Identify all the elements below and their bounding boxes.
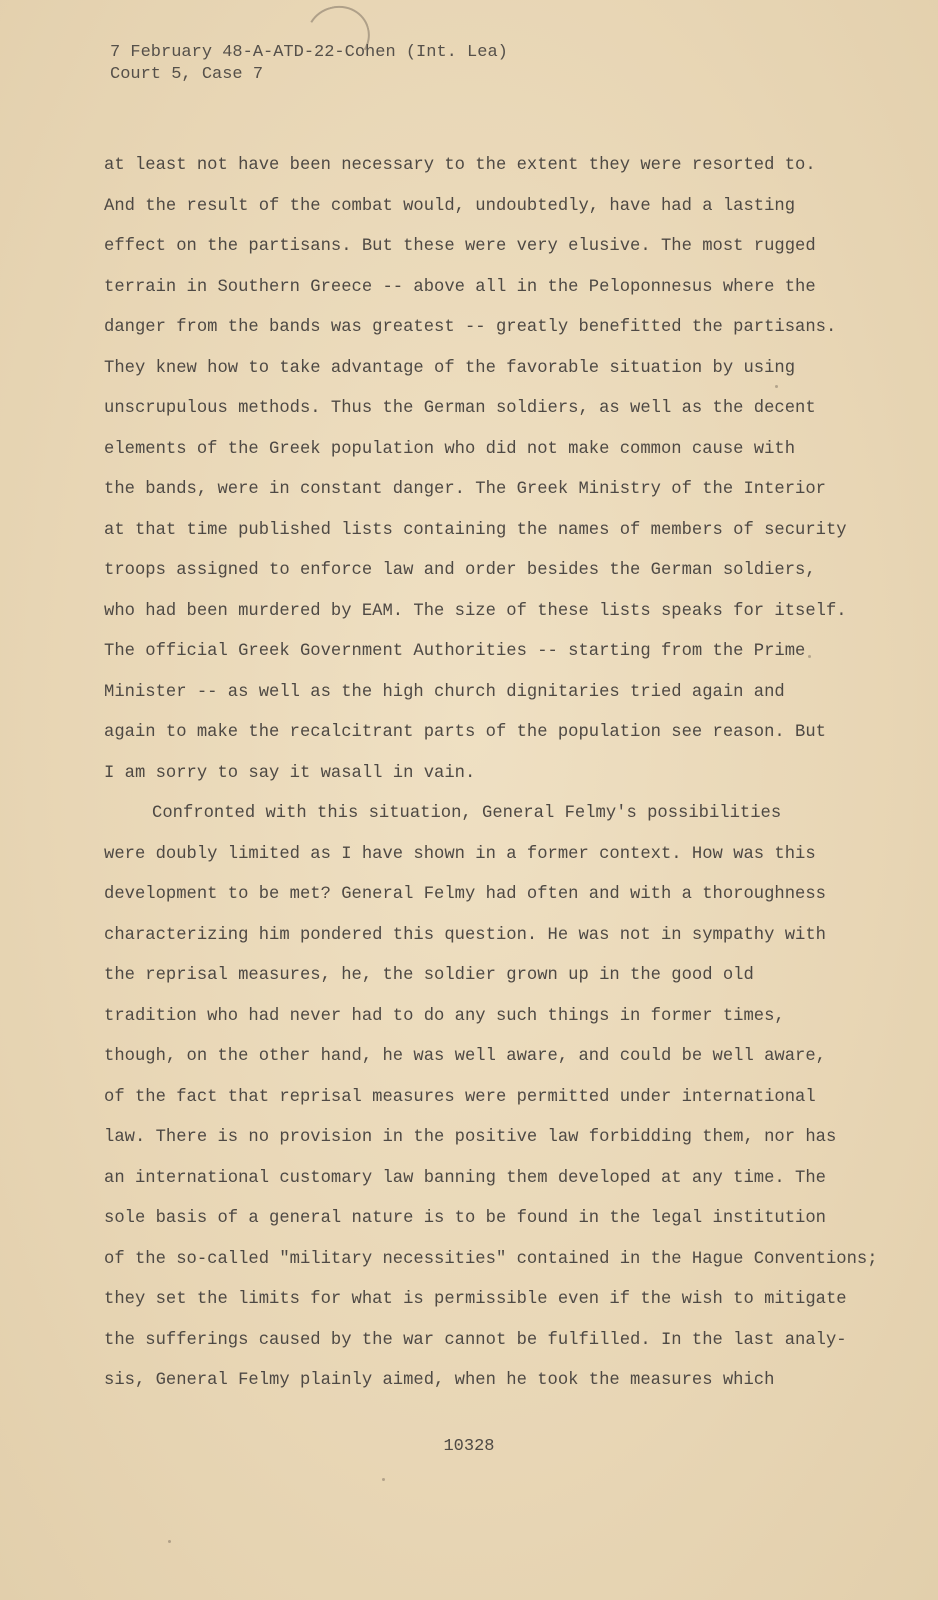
text-line: the sufferings caused by the war cannot be fulfilled. In the last analy- [104,1330,847,1350]
text-line: effect on the partisans. But these were very elusive. The most rugged [104,237,816,256]
paper-speck [382,1478,385,1481]
paper-speck [775,385,778,388]
transcript-body [104,146,904,1402]
text-line: at that time published lists containing the names of members of security [104,520,847,540]
text-line: I am sorry to say it wasall in vain. [104,763,476,783]
header-date-line: 7 February 48-A-ATD-22-Cohen (Int. Lea) [110,43,508,62]
text-line: The official Greek Government Authorities -- starting from the Prime [104,642,806,661]
document-header [110,42,508,86]
text-line: elements of the Greek population who did not make common cause with [104,439,796,459]
text-line: And the result of the combat would, undoubtedly, have had a lasting [104,196,796,216]
text-line: sis, General Felmy plainly aimed, when he took the measures which [104,1371,775,1390]
paper-speck [808,655,811,658]
text-line: terrain in Southern Greece -- above all in the Peloponnesus where the [104,277,816,297]
text-line: again to make the recalcitrant parts of the population see reason. But [104,723,826,742]
paragraph-start-line: Confronted with this situation, General Felmy's possibilities [152,804,782,823]
text-line: Minister -- as well as the high church dignitaries tried again and [104,682,785,702]
text-line: who had been murdered by EAM. The size of these lists speaks for itself. [104,601,847,621]
text-line: characterizing him pondered this question. He was not in sympathy with [104,925,826,945]
text-line: of the so-called "military necessities" contained in the Hague Conventions; [104,1249,878,1269]
text-line: they set the limits for what is permissible even if the wish to mitigate [104,1290,847,1309]
text-line: danger from the bands was greatest -- greatly benefitted the partisans. [104,318,837,337]
text-line: unscrupulous methods. Thus the German soldiers, as well as the decent [104,399,816,418]
text-line: an international customary law banning them developed at any time. The [104,1168,826,1188]
text-line: tradition who had never had to do any such things in former times, [104,1006,785,1026]
text-line: sole basis of a general nature is to be found in the legal institution [104,1209,826,1228]
text-line: at least not have been necessary to the extent they were resorted to. [104,156,816,175]
text-line: troops assigned to enforce law and order besides the German soldiers, [104,561,816,580]
paper-speck [168,1540,171,1543]
text-line: the reprisal measures, he, the soldier grown up in the good old [104,966,754,985]
text-line: though, on the other hand, he was well aware, and could be well aware, [104,1047,826,1066]
text-line: the bands, were in constant danger. The Greek Ministry of the Interior [104,480,826,499]
text-line: development to be met? General Felmy had often and with a thoroughness [104,885,826,904]
page-number: 10328 [443,1437,495,1456]
header-court-line: Court 5, Case 7 [110,65,264,84]
text-line: were doubly limited as I have shown in a former context. How was this [104,844,816,864]
text-line: law. There is no provision in the positive law forbidding them, nor has [104,1128,837,1147]
text-line: They knew how to take advantage of the favorable situation by using [104,358,796,378]
text-line: of the fact that reprisal measures were permitted under international [104,1087,816,1107]
